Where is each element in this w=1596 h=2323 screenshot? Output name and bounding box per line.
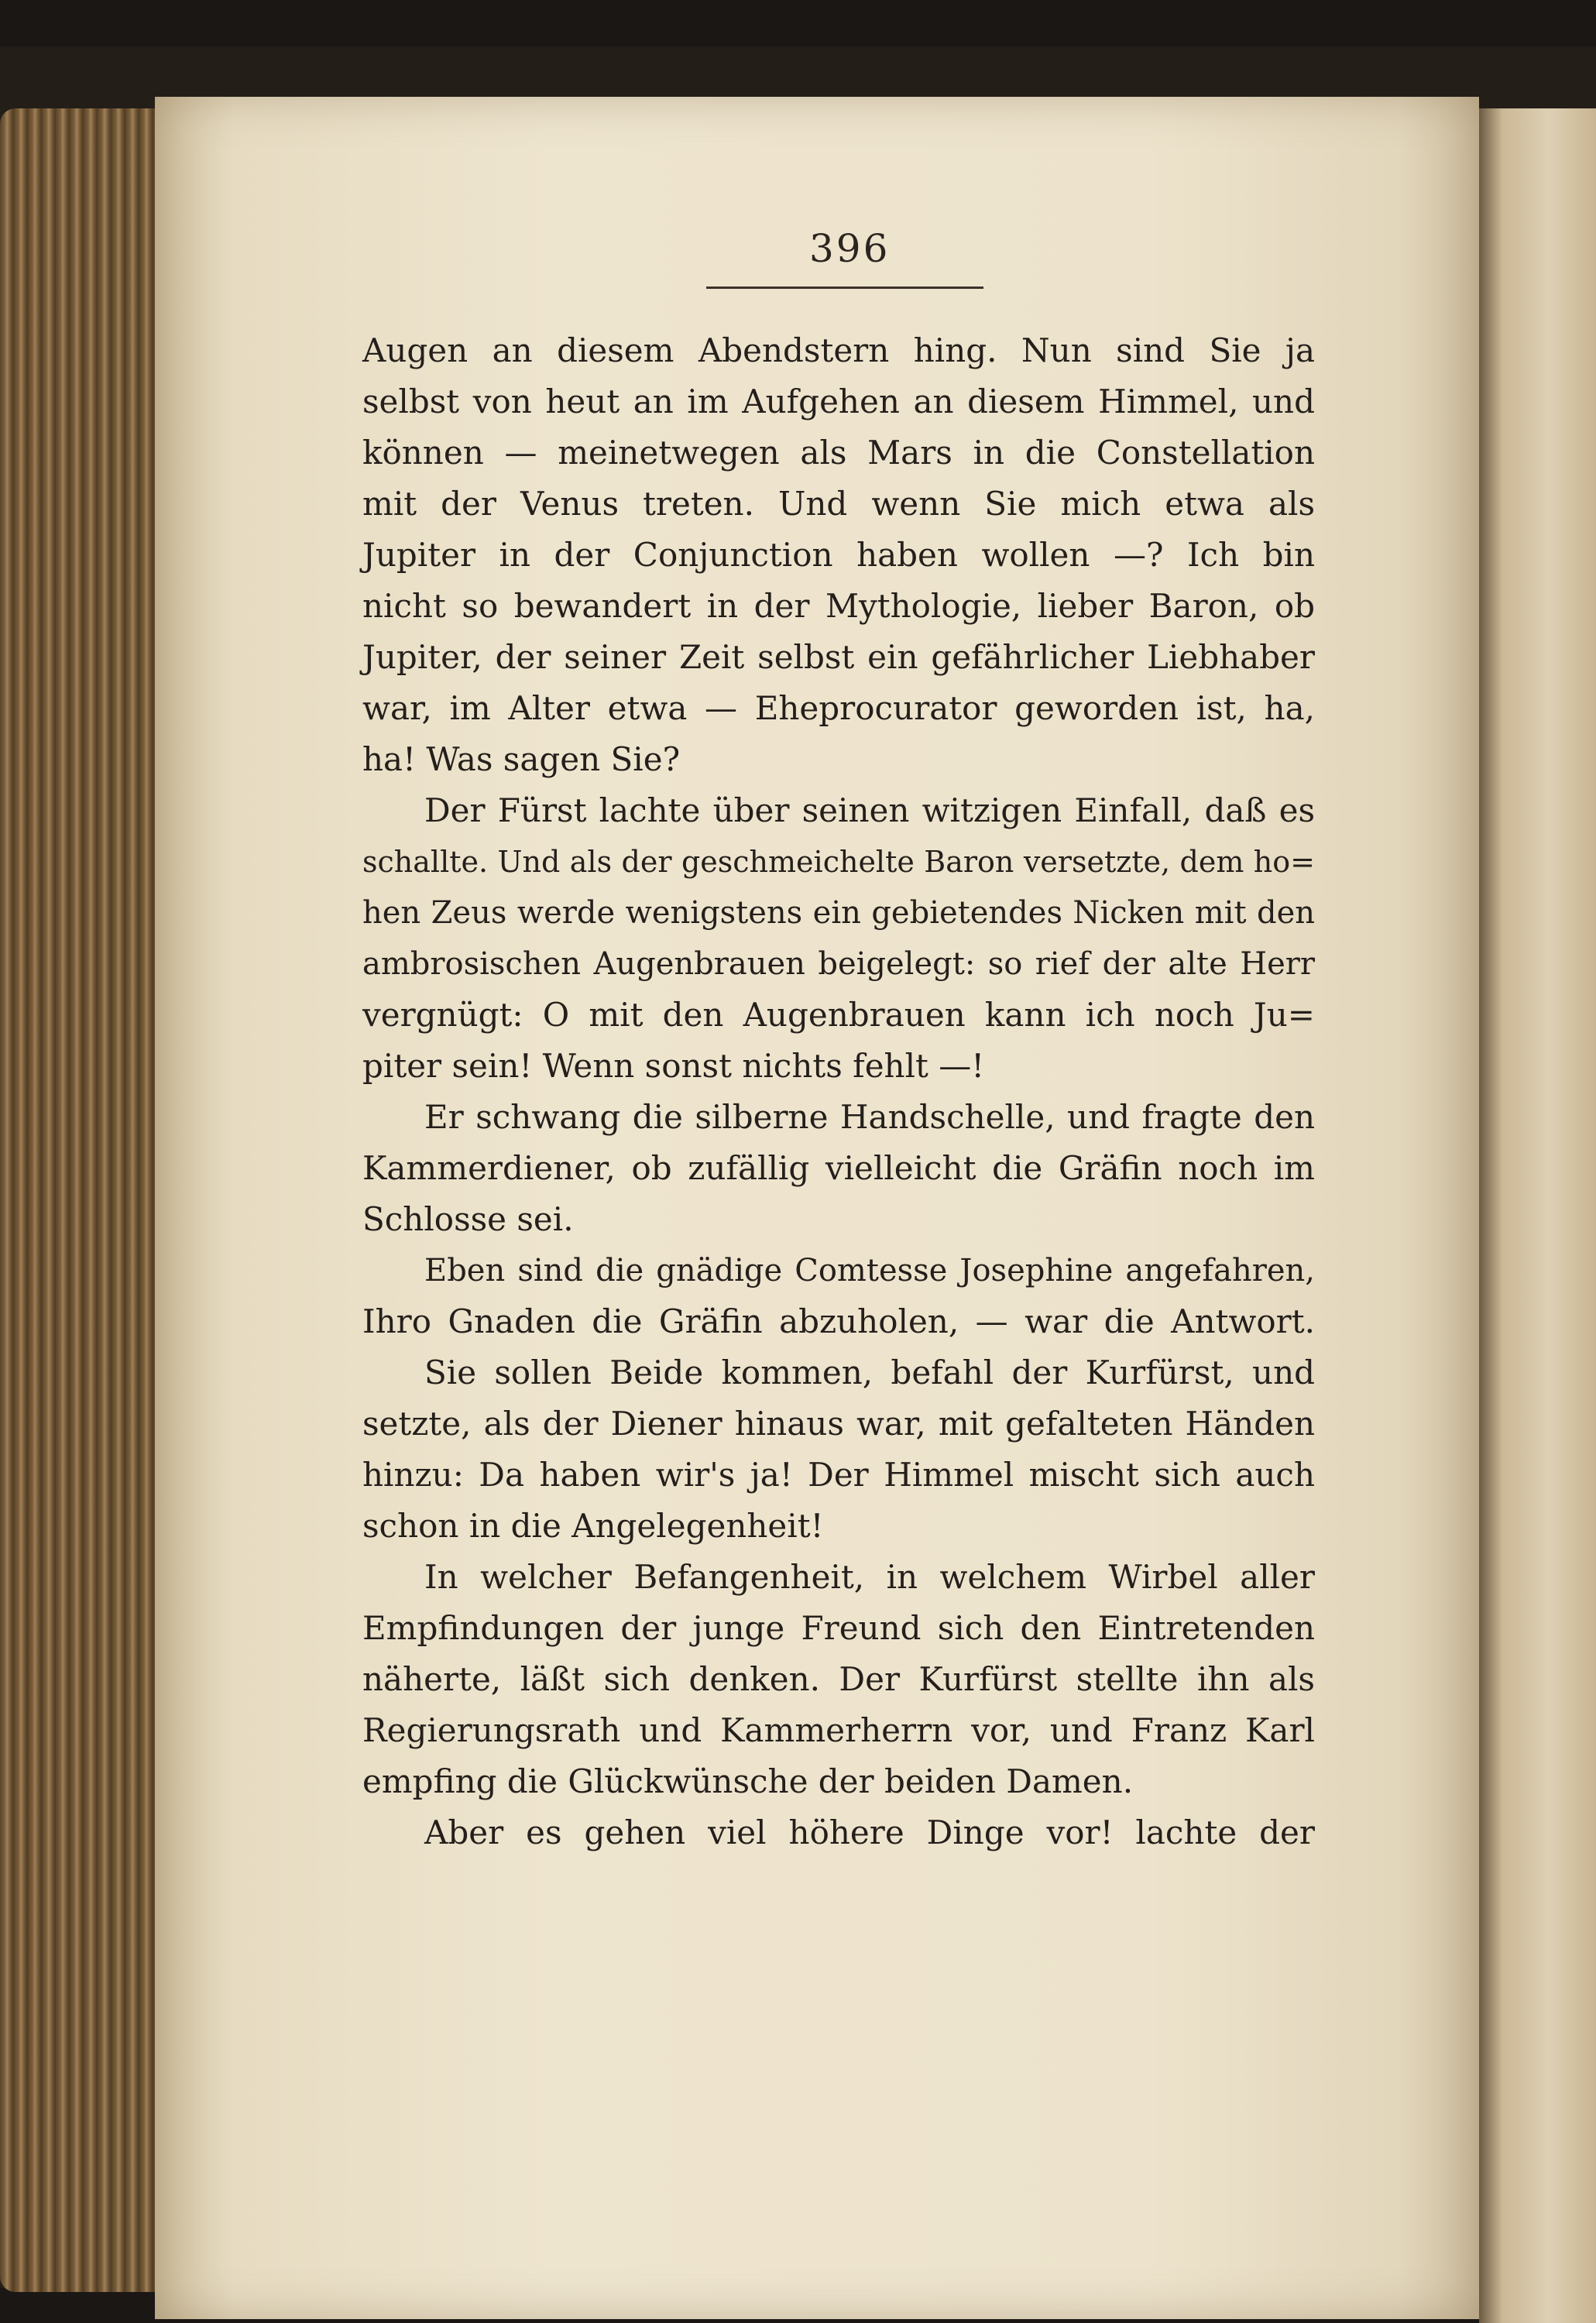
- body-text: [362, 325, 1315, 1858]
- text-line: Regierungsrath und Kammerherrn vor, und Franz Karl: [362, 1711, 1315, 1749]
- text-line: können — meinetwegen als Mars in die Constellation: [362, 434, 1315, 472]
- text-line: piter sein! Wenn sonst nichts fehlt —!: [362, 1047, 985, 1085]
- text-line: Jupiter in der Conjunction haben wollen —? Ich bin: [362, 536, 1315, 574]
- text-line: mit der Venus treten. Und wenn Sie mich etwa als: [362, 485, 1315, 523]
- text-line: Er schwang die silberne Handschelle, und fragte den: [424, 1098, 1315, 1136]
- header-rule: [706, 287, 983, 289]
- text-line: Augen an diesem Abendstern hing. Nun sind Sie ja: [362, 331, 1315, 369]
- text-line: setzte, als der Diener hinaus war, mit gefalteten Händen: [362, 1405, 1315, 1443]
- text-line: Ihro Gnaden die Gräfin abzuholen, — war die Antwort.: [362, 1302, 1315, 1340]
- text-line: näherte, läßt sich denken. Der Kurfürst stellte ihn als: [362, 1660, 1315, 1698]
- text-line: Sie sollen Beide kommen, befahl der Kurfürst, und: [424, 1354, 1315, 1391]
- text-line: Schlosse sei.: [362, 1200, 574, 1238]
- text-line: Jupiter, der seiner Zeit selbst ein gefährlicher Liebhaber: [362, 638, 1315, 676]
- text-line: ambrosischen Augenbrauen beigelegt: so rief der alte Herr: [362, 946, 1315, 982]
- text-line: empfing die Glückwünsche der beiden Damen.: [362, 1762, 1134, 1800]
- text-line: Empfindungen der junge Freund sich den Eintretenden: [362, 1609, 1315, 1647]
- text-line: hinzu: Da haben wir's ja! Der Himmel mischt sich auch: [362, 1456, 1315, 1494]
- text-line: schallte. Und als der geschmeichelte Baron versetzte, dem ho=: [362, 845, 1315, 879]
- page-edges: [0, 108, 155, 2292]
- text-line: Aber es gehen viel höhere Dinge vor! lachte der: [424, 1813, 1315, 1851]
- text-line: nicht so bewandert in der Mythologie, lieber Baron, ob: [362, 587, 1315, 625]
- text-line: Der Fürst lachte über seinen witzigen Einfall, daß es: [424, 791, 1315, 829]
- text-line: schon in die Angelegenheit!: [362, 1507, 824, 1545]
- text-line: ha! Was sagen Sie?: [362, 740, 681, 778]
- text-line: hen Zeus werde wenigstens ein gebietendes Nicken mit den: [362, 895, 1315, 931]
- text-line: war, im Alter etwa — Eheprocurator geworden ist, ha,: [362, 689, 1315, 727]
- text-line: Kammerdiener, ob zufällig vielleicht die Gräfin noch im: [362, 1149, 1315, 1187]
- page-number: 396: [809, 226, 891, 271]
- text-line: Eben sind die gnädige Comtesse Josephine angefahren,: [424, 1253, 1315, 1288]
- facing-page-edge: [1479, 108, 1596, 2323]
- text-line: selbst von heut an im Aufgehen an diesem Himmel, und: [362, 383, 1315, 420]
- text-line: vergnügt: O mit den Augenbrauen kann ich noch Ju=: [362, 996, 1315, 1034]
- text-line: In welcher Befangenheit, in welchem Wirbel aller: [424, 1558, 1315, 1596]
